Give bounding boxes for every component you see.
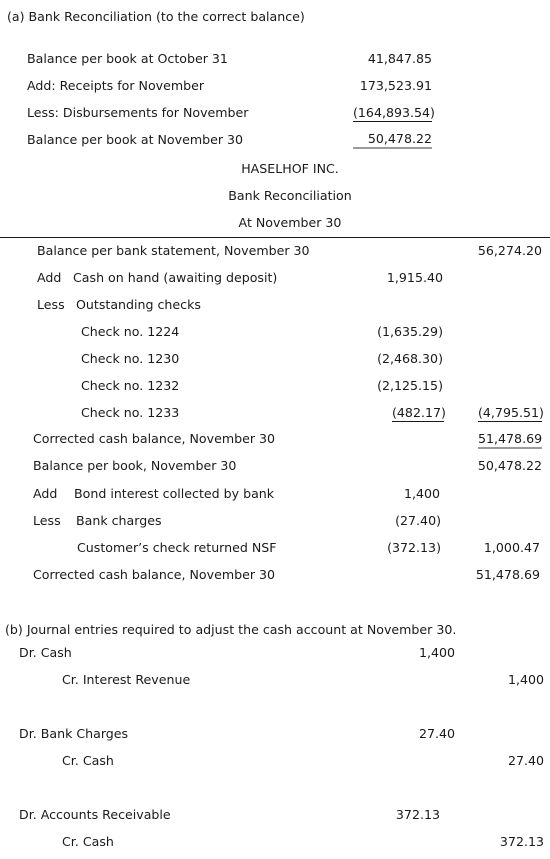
- book-row-label: Balance per book at October 31: [27, 51, 228, 66]
- less-prefix: Less: [37, 297, 65, 312]
- book-less-amount: (27.40): [395, 513, 441, 528]
- less-label: Outstanding checks: [76, 297, 201, 312]
- check-label: Check no. 1232: [81, 378, 180, 393]
- book-add-prefix: Add: [33, 486, 58, 501]
- journal-credit-amount: 372.13: [499, 834, 544, 849]
- journal-credit-account: Cr. Interest Revenue: [62, 672, 191, 687]
- journal-credit-amount: 1,400: [507, 672, 544, 687]
- statement-date: At November 30: [238, 215, 342, 230]
- check-label: Check no. 1224: [81, 324, 180, 339]
- book-less-prefix: Less: [33, 513, 61, 528]
- add-prefix: Add: [37, 270, 62, 285]
- check-amount: (2,125.15): [377, 378, 443, 393]
- corrected-bank-label: Corrected cash balance, November 30: [33, 431, 276, 446]
- checks-total: (4,795.51): [478, 405, 544, 420]
- corrected-book-label: Corrected cash balance, November 30: [33, 567, 276, 582]
- header-rule: [0, 237, 550, 238]
- book-row-amount: (164,893.54): [353, 105, 435, 120]
- check-amount: (2,468.30): [377, 351, 443, 366]
- corrected-book-amount: 51,478.69: [475, 567, 540, 582]
- book-add-amount: 1,400: [403, 486, 440, 501]
- journal-debit-amount: 372.13: [395, 807, 440, 822]
- book-balance-label: Balance per book, November 30: [33, 458, 237, 473]
- journal-credit-amount: 27.40: [507, 753, 544, 768]
- bank-balance-amount: 56,274.20: [477, 243, 542, 258]
- book-row-amount: 50,478.22: [353, 131, 432, 149]
- book-row-amount: 41,847.85: [367, 51, 432, 66]
- check-amount: (1,635.29): [377, 324, 443, 339]
- journal-debit-account: Dr. Cash: [19, 645, 72, 660]
- company-name: HASELHOF INC.: [241, 161, 339, 176]
- part-a-heading: (a) Bank Reconciliation (to the correct balance): [7, 9, 305, 24]
- journal-credit-account: Cr. Cash: [62, 834, 114, 849]
- bank-balance-label: Balance per bank statement, November 30: [37, 243, 310, 258]
- check-amount: (482.17): [392, 405, 446, 420]
- add-label: Cash on hand (awaiting deposit): [73, 270, 278, 285]
- journal-credit-account: Cr. Cash: [62, 753, 114, 768]
- add-amount: 1,915.40: [386, 270, 443, 285]
- book-row-amount: 173,523.91: [359, 78, 432, 93]
- nsf-label: Customer’s check returned NSF: [77, 540, 277, 555]
- book-row-label: Less: Disbursements for November: [27, 105, 249, 120]
- nsf-amount: (372.13): [387, 540, 441, 555]
- check-label: Check no. 1233: [81, 405, 180, 420]
- book-add-label: Bond interest collected by bank: [74, 486, 275, 501]
- book-adjust-total: 1,000.47: [483, 540, 540, 555]
- check-label: Check no. 1230: [81, 351, 180, 366]
- corrected-bank-amount: 51,478.69: [478, 431, 542, 449]
- book-balance-amount: 50,478.22: [477, 458, 542, 473]
- journal-debit-account: Dr. Accounts Receivable: [19, 807, 171, 822]
- journal-debit-amount: 1,400: [418, 645, 455, 660]
- book-row-label: Add: Receipts for November: [27, 78, 205, 93]
- book-row-label: Balance per book at November 30: [27, 132, 244, 147]
- statement-title: Bank Reconciliation: [228, 188, 352, 203]
- journal-debit-amount: 27.40: [418, 726, 455, 741]
- book-less-label: Bank charges: [76, 513, 162, 528]
- part-b-heading: (b) Journal entries required to adjust the cash account at November 30.: [5, 622, 457, 637]
- journal-debit-account: Dr. Bank Charges: [19, 726, 129, 741]
